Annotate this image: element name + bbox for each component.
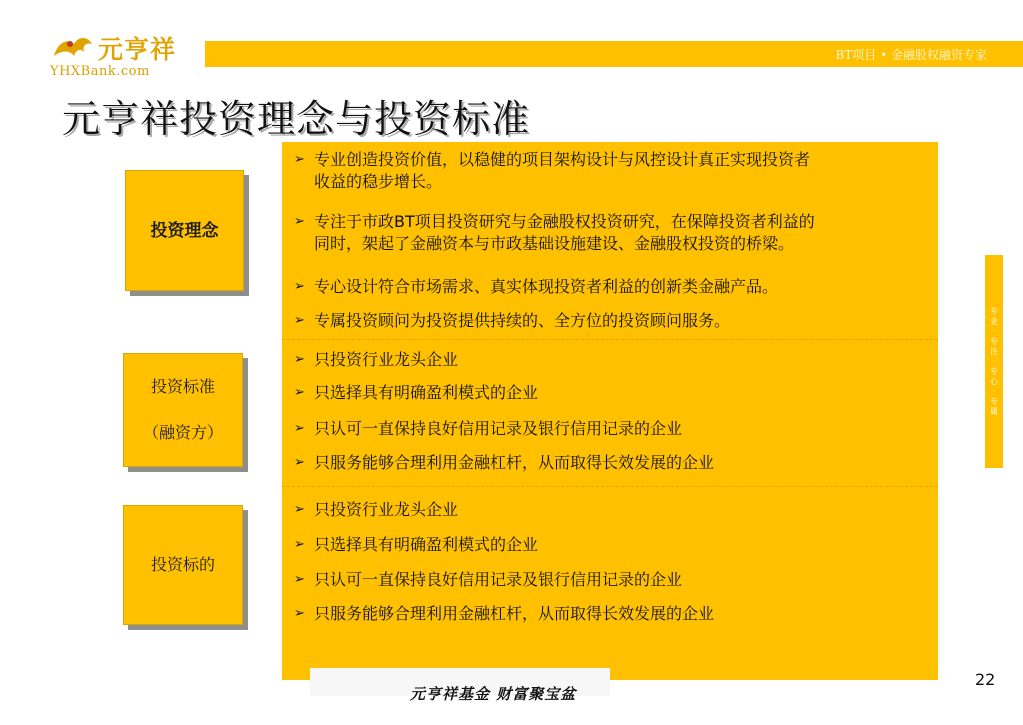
- logo: [44, 28, 194, 80]
- content-panel: [282, 142, 938, 680]
- standard-bullet: ➢ 只认可一直保持良好信用记录及银行信用记录的企业: [294, 419, 683, 438]
- arrow-bullet-icon: ➢: [294, 385, 305, 400]
- logo-text-cn: 元亨祥: [98, 35, 177, 64]
- label-philosophy-text: 投资理念: [150, 220, 219, 241]
- arrow-bullet-icon: ➢: [294, 572, 305, 587]
- side-motto-strip: 专 业 · 专 注 · 专 心 · 专 属: [985, 255, 1003, 468]
- arrow-bullet-icon: ➢: [294, 502, 305, 517]
- header-tagline: BT项目 • 金融股权融资专家: [835, 48, 987, 62]
- label-standard: [123, 353, 243, 467]
- arrow-bullet-icon: ➢: [294, 279, 305, 294]
- philosophy-bullet: ➢ 专心设计符合市场需求、真实体现投资者利益的创新类金融产品。: [294, 277, 779, 296]
- standard-bullet: ➢ 只选择具有明确盈利模式的企业: [294, 383, 539, 402]
- label-standard-line2: （融资方）: [142, 423, 223, 442]
- arrow-bullet-icon: ➢: [294, 152, 305, 167]
- philosophy-bullet: ➢ 专业创造投资价值，以稳健的项目架构设计与风控设计真正实现投资者 收益的稳步增长。: [294, 150, 811, 191]
- standard-bullet: ➢ 只服务能够合理利用金融杠杆，从而取得长效发展的企业: [294, 453, 715, 472]
- target-bullet: ➢ 只认可一直保持良好信用记录及银行信用记录的企业: [294, 570, 683, 589]
- arrow-bullet-icon: ➢: [294, 214, 305, 229]
- arrow-bullet-icon: ➢: [294, 606, 305, 621]
- arrow-bullet-icon: ➢: [294, 313, 305, 328]
- target-bullet: ➢ 只投资行业龙头企业: [294, 500, 459, 519]
- label-target: [123, 505, 243, 625]
- standard-bullet: ➢ 只投资行业龙头企业: [294, 350, 459, 369]
- arrow-bullet-icon: ➢: [294, 421, 305, 436]
- arrow-bullet-icon: ➢: [294, 455, 305, 470]
- philosophy-bullet: ➢ 专注于市政BT项目投资研究与金融股权投资研究，在保障投资者利益的 同时，架起了金融资本与市政基础设施建设、金融股权投资的桥梁。: [294, 212, 815, 253]
- page-number: 22: [975, 670, 996, 689]
- logo-text-en: YHXBank.com: [50, 64, 150, 79]
- section-divider: [282, 339, 938, 340]
- arrow-bullet-icon: ➢: [294, 352, 305, 367]
- dragon-logo-icon: [50, 32, 96, 62]
- footer-slogan: 元亨祥基金 财富聚宝盆: [410, 685, 577, 703]
- target-bullet: ➢ 只选择具有明确盈利模式的企业: [294, 535, 539, 554]
- slide-title: 元亨祥投资理念与投资标准: [62, 97, 531, 141]
- label-philosophy: [125, 170, 244, 291]
- arrow-bullet-icon: ➢: [294, 537, 305, 552]
- header-bar: [205, 41, 1023, 67]
- label-standard-line1: 投资标准: [150, 377, 215, 396]
- section-divider: [282, 486, 938, 487]
- target-bullet: ➢ 只服务能够合理利用金融杠杆，从而取得长效发展的企业: [294, 604, 715, 623]
- philosophy-bullet: ➢ 专属投资顾问为投资提供持续的、全方位的投资顾问服务。: [294, 311, 731, 330]
- label-target-text: 投资标的: [150, 555, 215, 574]
